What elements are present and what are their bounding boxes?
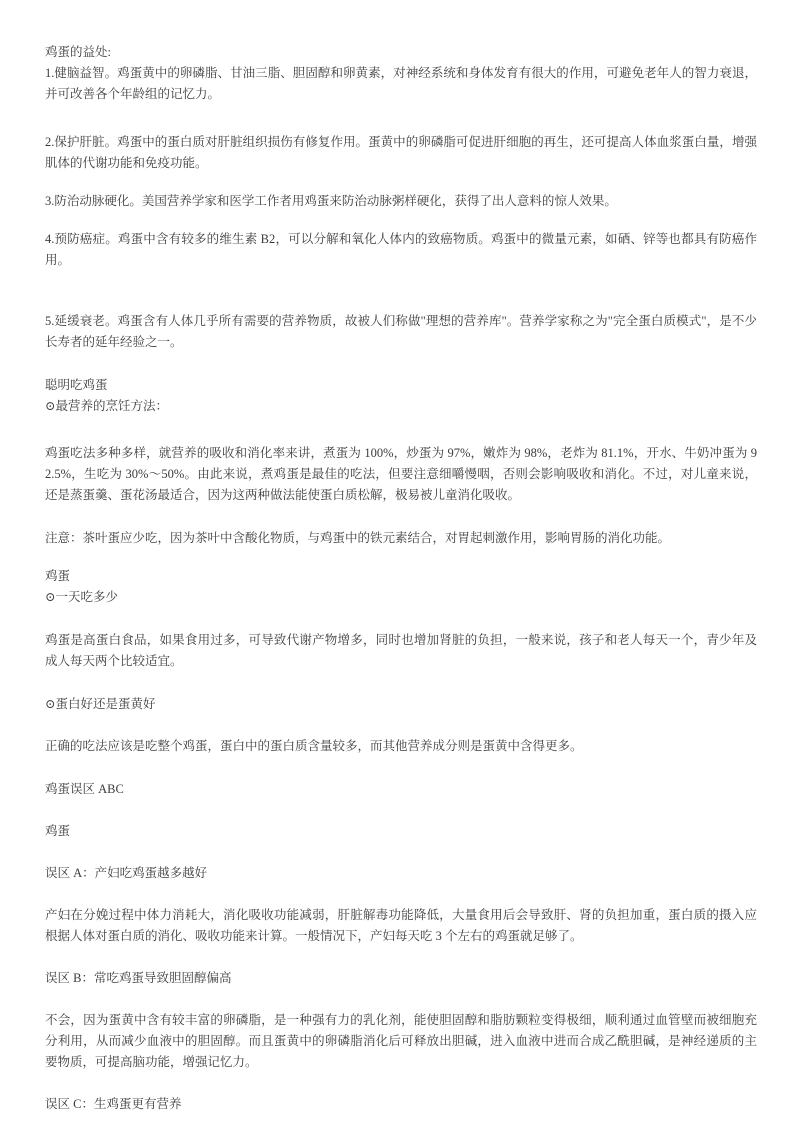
misconception-a-body: 产妇在分娩过程中体力消耗大，消化吸收功能减弱，肝脏解毒功能降低，大量食用后会导致肝、肾的负担加重，蛋白质的摄入应根据人体对蛋白质的消化、吸收功能来计算。一般情况下，产妇每天吃 3 个左右的鸡蛋就足够了。: [45, 908, 757, 943]
benefit-1: 1.健脑益智。鸡蛋黄中的卵磷脂、甘油三脂、胆固醇和卵黄素，对神经系统和身体发育有很大的作用，可避免老年人的智力衰退，并可改善各个年龄组的记忆力。: [45, 66, 757, 101]
subheading-daily-amount: ⊙一天吃多少: [45, 590, 118, 604]
benefit-3: 3.防治动脉硬化。美国营养学家和医学工作者用鸡蛋来防治动脉粥样硬化，获得了出人意料的惊人效果。: [45, 194, 617, 208]
heading-egg: 鸡蛋: [45, 569, 71, 583]
para-daily-amount: 鸡蛋是高蛋白食品，如果食用过多，可导致代谢产物增多，同时也增加肾脏的负担，一般来说，孩子和老人每天一个，青少年及成人每天两个比较适宜。: [45, 633, 757, 668]
misconception-b-title: 误区 B：常吃鸡蛋导致胆固醇偏高: [45, 971, 232, 985]
benefits-title: 鸡蛋的益处:: [45, 45, 111, 59]
para-cooking-absorption: 鸡蛋吃法多种多样，就营养的吸收和消化率来讲，煮蛋为 100%，炒蛋为 97%，嫩炸为 98%，老炸为 81.1%，开水、牛奶冲蛋为 92.5%，生吃为 30%～50%。由此来说，煮鸡蛋是最佳的吃法，但要注意细嚼慢咽，否则会影响吸收和消化。不过，对儿童来说，还是蒸蛋羹、蛋花汤最适合，因为这两种做法能使蛋白质松解，极易被儿童消化吸收。: [45, 446, 757, 502]
benefit-5: 5.延缓衰老。鸡蛋含有人体几乎所有需要的营养物质，故被人们称做"理想的营养库"。营养学家称之为"完全蛋白质模式"，是不少长寿者的延年经验之一。: [45, 314, 757, 349]
heading-misconceptions: 鸡蛋误区 ABC: [45, 782, 124, 796]
misconception-a-title: 误区 A：产妇吃鸡蛋越多越好: [45, 866, 208, 880]
para-white-vs-yolk: 正确的吃法应该是吃整个鸡蛋，蛋白中的蛋白质含量较多，而其他营养成分则是蛋黄中含得更多。: [45, 739, 583, 753]
para-tea-egg-note: 注意：茶叶蛋应少吃，因为茶叶中含酸化物质，与鸡蛋中的铁元素结合，对胃起刺激作用，影响胃肠的消化功能。: [45, 531, 671, 545]
misconception-c-title: 误区 C：生鸡蛋更有营养: [45, 1097, 182, 1111]
subheading-best-cooking-method: ⊙最营养的烹饪方法：: [45, 399, 168, 413]
misconception-b-body: 不会，因为蛋黄中含有较丰富的卵磷脂，是一种强有力的乳化剂，能使胆固醇和脂肪颗粒变得极细，顺利通过血管壁而被细胞充分利用，从而减少血液中的胆固醇。而且蛋黄中的卵磷脂消化后可释放出胆碱，进入血液中进而合成乙酰胆碱，是神经递质的主要物质，可提高脑功能，增强记忆力。: [45, 1013, 757, 1069]
subheading-white-vs-yolk: ⊙蛋白好还是蛋黄好: [45, 697, 156, 711]
benefit-2: 2.保护肝脏。鸡蛋中的蛋白质对肝脏组织损伤有修复作用。蛋黄中的卵磷脂可促进肝细胞的再生，还可提高人体血浆蛋白量，增强肌体的代谢功能和免疫功能。: [45, 135, 757, 170]
benefit-4: 4.预防癌症。鸡蛋中含有较多的维生素 B2，可以分解和氧化人体内的致癌物质。鸡蛋中的微量元素，如硒、锌等也都具有防癌作用。: [45, 232, 757, 267]
heading-smart-eating: 聪明吃鸡蛋: [45, 378, 108, 392]
heading-egg-2: 鸡蛋: [45, 824, 71, 838]
